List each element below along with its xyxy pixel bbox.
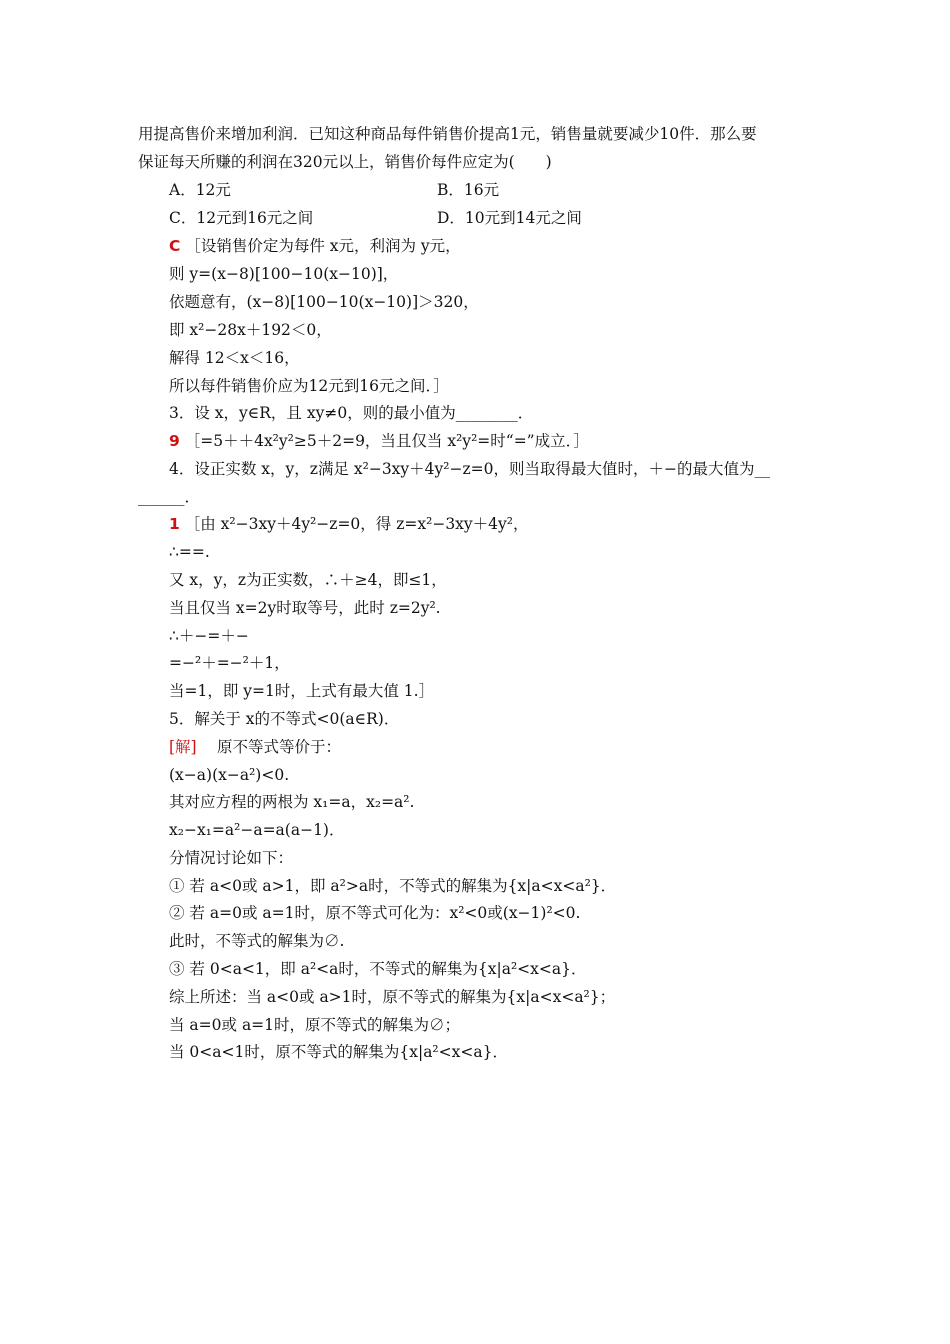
problem2-solution-line5: 解得 12＜x＜16，: [169, 349, 300, 367]
problem2-solution-line3: 依题意有，(x−8)[100−10(x−10)]＞320，: [169, 293, 479, 311]
problem3-solution: [169, 431, 589, 451]
problem5-solution-line11: 当 a=0或 a=1时，原不等式的解集为∅；: [169, 1016, 461, 1034]
problem4-solution-line5: ∴＋−=＋−: [169, 627, 249, 645]
solution-text: ［=5＋＋4x²y²≥5＋2=9，当且仅当 x²y²=时“=”成立．］: [184, 432, 589, 450]
problem2-solution-line4: 即 x²−28x＋192＜0，: [169, 321, 332, 339]
option-c: C．12元到16元之间: [169, 209, 314, 227]
problem2-solution-line1: [169, 236, 461, 256]
problem5-solution-line1: [169, 737, 341, 757]
solution-text: 原不等式等价于：: [201, 738, 342, 756]
problem4-solution-line3: 又 x，y，z为正实数，∴＋≥4，即≤1，: [169, 571, 447, 589]
solution-text: ［由 x²−3xy＋4y²−z=0，得 z=x²−3xy＋4y²，: [184, 515, 529, 533]
answer-number: 1: [169, 515, 180, 533]
problem5-solution-line5: 分情况讨论如下：: [169, 849, 294, 867]
answer-number: 9: [169, 432, 180, 450]
problem5-question: 5．解关于 x的不等式<0(a∈R)．: [169, 710, 400, 728]
jie-label: [解]: [169, 738, 197, 756]
problem5-solution-line3: 其对应方程的两根为 x₁=a，x₂=a².: [169, 793, 415, 811]
problem4-solution-line7: 当=1，即 y=1时，上式有最大值 1.］: [169, 682, 435, 700]
problem4-solution-line1: [169, 514, 529, 534]
problem2-solution-line6: 所以每件销售价应为12元到16元之间．］: [169, 377, 449, 395]
problem5-solution-line9: ③ 若 0<a<1，即 a²<a时，不等式的解集为{x|a²<x<a}．: [169, 960, 587, 978]
problem2-line2: 保证每天所赚的利润在320元以上，销售价每件应定为( ): [138, 153, 552, 171]
problem5-solution-line2: (x−a)(x−a²)<0.: [169, 766, 290, 784]
problem5-solution-line7: ② 若 a=0或 a=1时，原不等式可化为：x²<0或(x−1)²<0.: [169, 904, 581, 922]
answer-letter: C: [169, 237, 181, 255]
option-d: D．10元到14元之间: [437, 209, 582, 227]
problem4-solution-line6: =−²＋=−²＋1，: [169, 654, 290, 672]
problem3-question: 3．设 x，y∈R，且 xy≠0，则的最小值为________．: [169, 404, 534, 422]
problem2-line1: 用提高售价来增加利润．已知这种商品每件销售价提高1元，销售量就要减少10件．那么要: [138, 125, 757, 143]
problem2-solution-line2: 则 y=(x−8)[100−10(x−10)]，: [169, 265, 399, 283]
option-a: A．12元: [169, 181, 231, 199]
problem5-solution-line8: 此时，不等式的解集为∅.: [169, 932, 345, 950]
problem4-solution-line2: ∴==.: [169, 543, 210, 561]
problem5-solution-line4: x₂−x₁=a²−a=a(a−1)．: [169, 821, 345, 839]
problem5-solution-line10: 综上所述：当 a<0或 a>1时，原不等式的解集为{x|a<x<a²}；: [169, 988, 616, 1006]
problem4-solution-line4: 当且仅当 x=2y时取等号，此时 z=2y².: [169, 599, 441, 617]
option-b: B．16元: [437, 181, 500, 199]
problem5-solution-line12: 当 0<a<1时，原不等式的解集为{x|a²<x<a}．: [169, 1043, 508, 1061]
solution-text: ［设销售价定为每件 x元，利润为 y元，: [185, 237, 461, 255]
problem5-solution-line6: ① 若 a<0或 a>1，即 a²>a时，不等式的解集为{x|a<x<a²}．: [169, 877, 617, 895]
problem4-question-line1: 4．设正实数 x，y，z满足 x²−3xy＋4y²−z=0，则当取得最大值时，＋−的最大值为__: [169, 460, 771, 478]
problem4-question-line2: ______．: [138, 488, 201, 506]
